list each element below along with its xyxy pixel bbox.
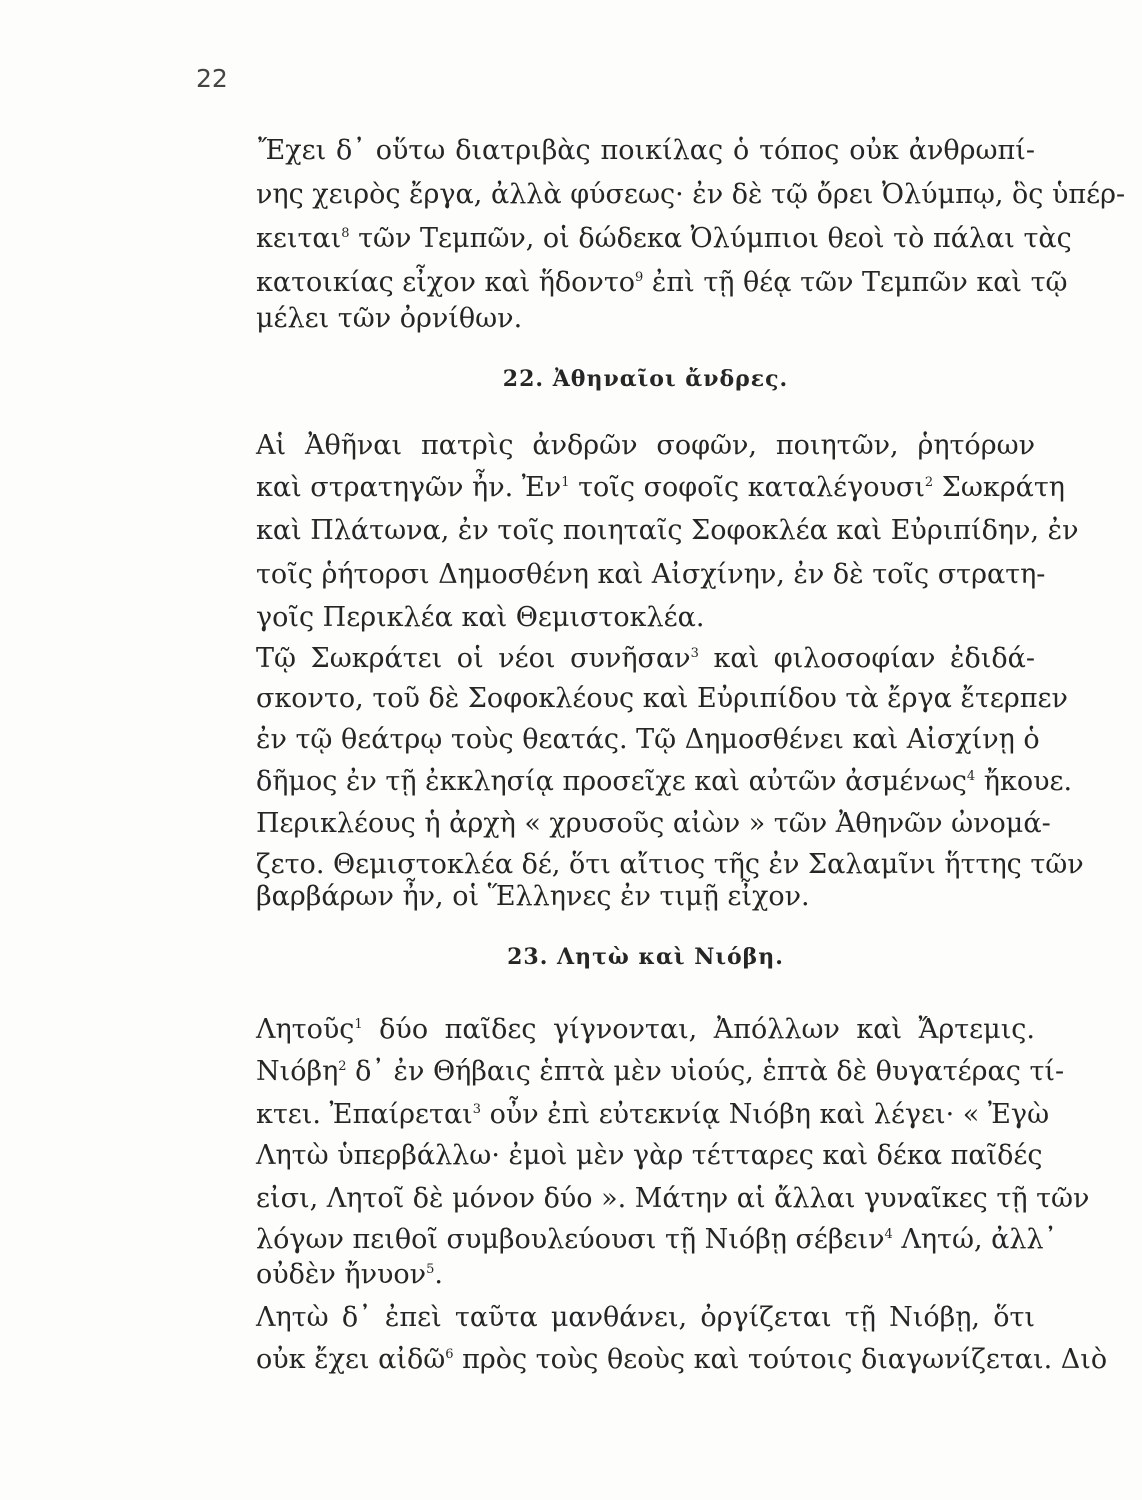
text-line: νης χειρὸς ἔργα, ἀλλὰ φύσεως· ἐν δὲ τῷ ὄρει Ὀλύμπῳ, ὃς ὑπέρ- [256, 179, 1126, 210]
text-line: Λητοῦς$^1$ δύο παῖδες γίγνονται, Ἀπόλλων καὶ Ἄρτεμις. [256, 1014, 1035, 1045]
text-line: κατοικίας εἶχον καὶ ἥδοντο$^9$ ἐπὶ τῇ θέᾳ τῶν Τεμπῶν καὶ τῷ [256, 267, 1068, 298]
text-line: μέλει τῶν ὀρνίθων. [256, 303, 523, 334]
footnote-marker: 1 [561, 475, 570, 490]
section-heading: 23. Λητὼ καὶ Νιόβη. [507, 944, 784, 970]
footnote-marker: 4 [966, 769, 976, 784]
text-line: λόγων πειθοῖ συμβουλεύουσι τῇ Νιόβῃ σέβειν$^4$ Λητώ, ἀλλ᾽ [256, 1224, 1058, 1255]
text-line: ἐν τῷ θεάτρῳ τοὺς θεατάς. Τῷ Δημοσθένει καὶ Αἰσχίνῃ ὁ [256, 724, 1040, 755]
footnote-marker: 1 [354, 1017, 363, 1032]
text-line: καὶ στρατηγῶν ἦν. Ἐν$^1$ τοῖς σοφοῖς καταλέγουσι$^2$ Σωκράτη [256, 472, 1065, 503]
section-heading: 22. Ἀθηναῖοι ἄνδρες. [502, 366, 789, 392]
text-line: οὐδὲν ἤνυον$^5$. [256, 1259, 443, 1290]
footnote-marker: 5 [426, 1262, 435, 1277]
footnote-marker: 2 [924, 475, 934, 490]
footnote-marker: 8 [341, 226, 350, 241]
text-line: βαρβάρων ἦν, οἱ Ἕλληνες ἐν τιμῇ εἶχον. [256, 881, 810, 912]
text-line: Λητὼ ὑπερβάλλω· ἐμοὶ μὲν γὰρ τέτταρες καὶ δέκα παῖδές [256, 1140, 1043, 1171]
footnote-marker: 3 [472, 1102, 482, 1117]
text-line: κτει. Ἐπαίρεται$^3$ οὖν ἐπὶ εὐτεκνίᾳ Νιόβη καὶ λέγει· « Ἐγὼ [256, 1099, 1050, 1130]
text-line: σκοντο, τοῦ δὲ Σοφοκλέους καὶ Εὐριπίδου τὰ ἔργα ἔτερπεν [256, 683, 1068, 714]
footnote-marker: 9 [635, 270, 644, 285]
text-line: Περικλέους ἡ ἀρχὴ « χρυσοῦς αἰὼν » τῶν Ἀθηνῶν ὠνομά- [256, 808, 1051, 839]
text-line: Αἱ Ἀθῆναι πατρὶς ἀνδρῶν σοφῶν, ποιητῶν, ῥητόρων [256, 430, 1035, 461]
text-line: κειται$^8$ τῶν Τεμπῶν, οἱ δώδεκα Ὀλύμπιοι θεοὶ τὸ πάλαι τὰς [256, 223, 1072, 254]
text-line: οὐκ ἔχει αἰδῶ$^6$ πρὸς τοὺς θεοὺς καὶ τούτοις διαγωνίζεται. Διὸ [256, 1344, 1108, 1375]
text-line: ζετο. Θεμιστοκλέα δέ, ὅτι αἴτιος τῆς ἐν Σαλαμῖνι ἥττης τῶν [256, 849, 1084, 880]
footnote-marker: 2 [338, 1059, 347, 1074]
text-line: τοῖς ῥήτορσι Δημοσθένη καὶ Αἰσχίνην, ἐν δὲ τοῖς στρατη- [256, 559, 1046, 590]
text-line: δῆμος ἐν τῇ ἐκκλησίᾳ προσεῖχε καὶ αὐτῶν ἀσμένως$^4$ ἤκουε. [256, 766, 1073, 797]
text-line: Ἔχει δ᾽ οὕτω διατριβὰς ποικίλας ὁ τόπος οὐκ ἀνθρωπί- [258, 135, 1035, 166]
page-number: 22 [196, 64, 228, 93]
footnote-marker: 6 [445, 1347, 454, 1362]
text-line: Λητὼ δ᾽ ἐπεὶ ταῦτα μανθάνει, ὀργίζεται τῇ Νιόβῃ, ὅτι [256, 1302, 1035, 1333]
text-line: Νιόβη$^2$ δ᾽ ἐν Θήβαις ἑπτὰ μὲν υἱούς, ἑπτὰ δὲ θυγατέρας τί- [256, 1056, 1065, 1087]
text-line: γοῖς Περικλέα καὶ Θεμιστοκλέα. [256, 602, 705, 633]
text-line: εἰσι, Λητοῖ δὲ μόνον δύο ». Μάτην αἱ ἄλλαι γυναῖκες τῇ τῶν [256, 1183, 1090, 1214]
text-line: Τῷ Σωκράτει οἱ νέοι συνῆσαν$^3$ καὶ φιλοσοφίαν ἐδιδά- [256, 643, 1035, 674]
text-line: καὶ Πλάτωνα, ἐν τοῖς ποιηταῖς Σοφοκλέα καὶ Εὐριπίδην, ἐν [256, 515, 1079, 546]
footnote-marker: 4 [884, 1227, 893, 1242]
footnote-marker: 3 [690, 646, 699, 661]
